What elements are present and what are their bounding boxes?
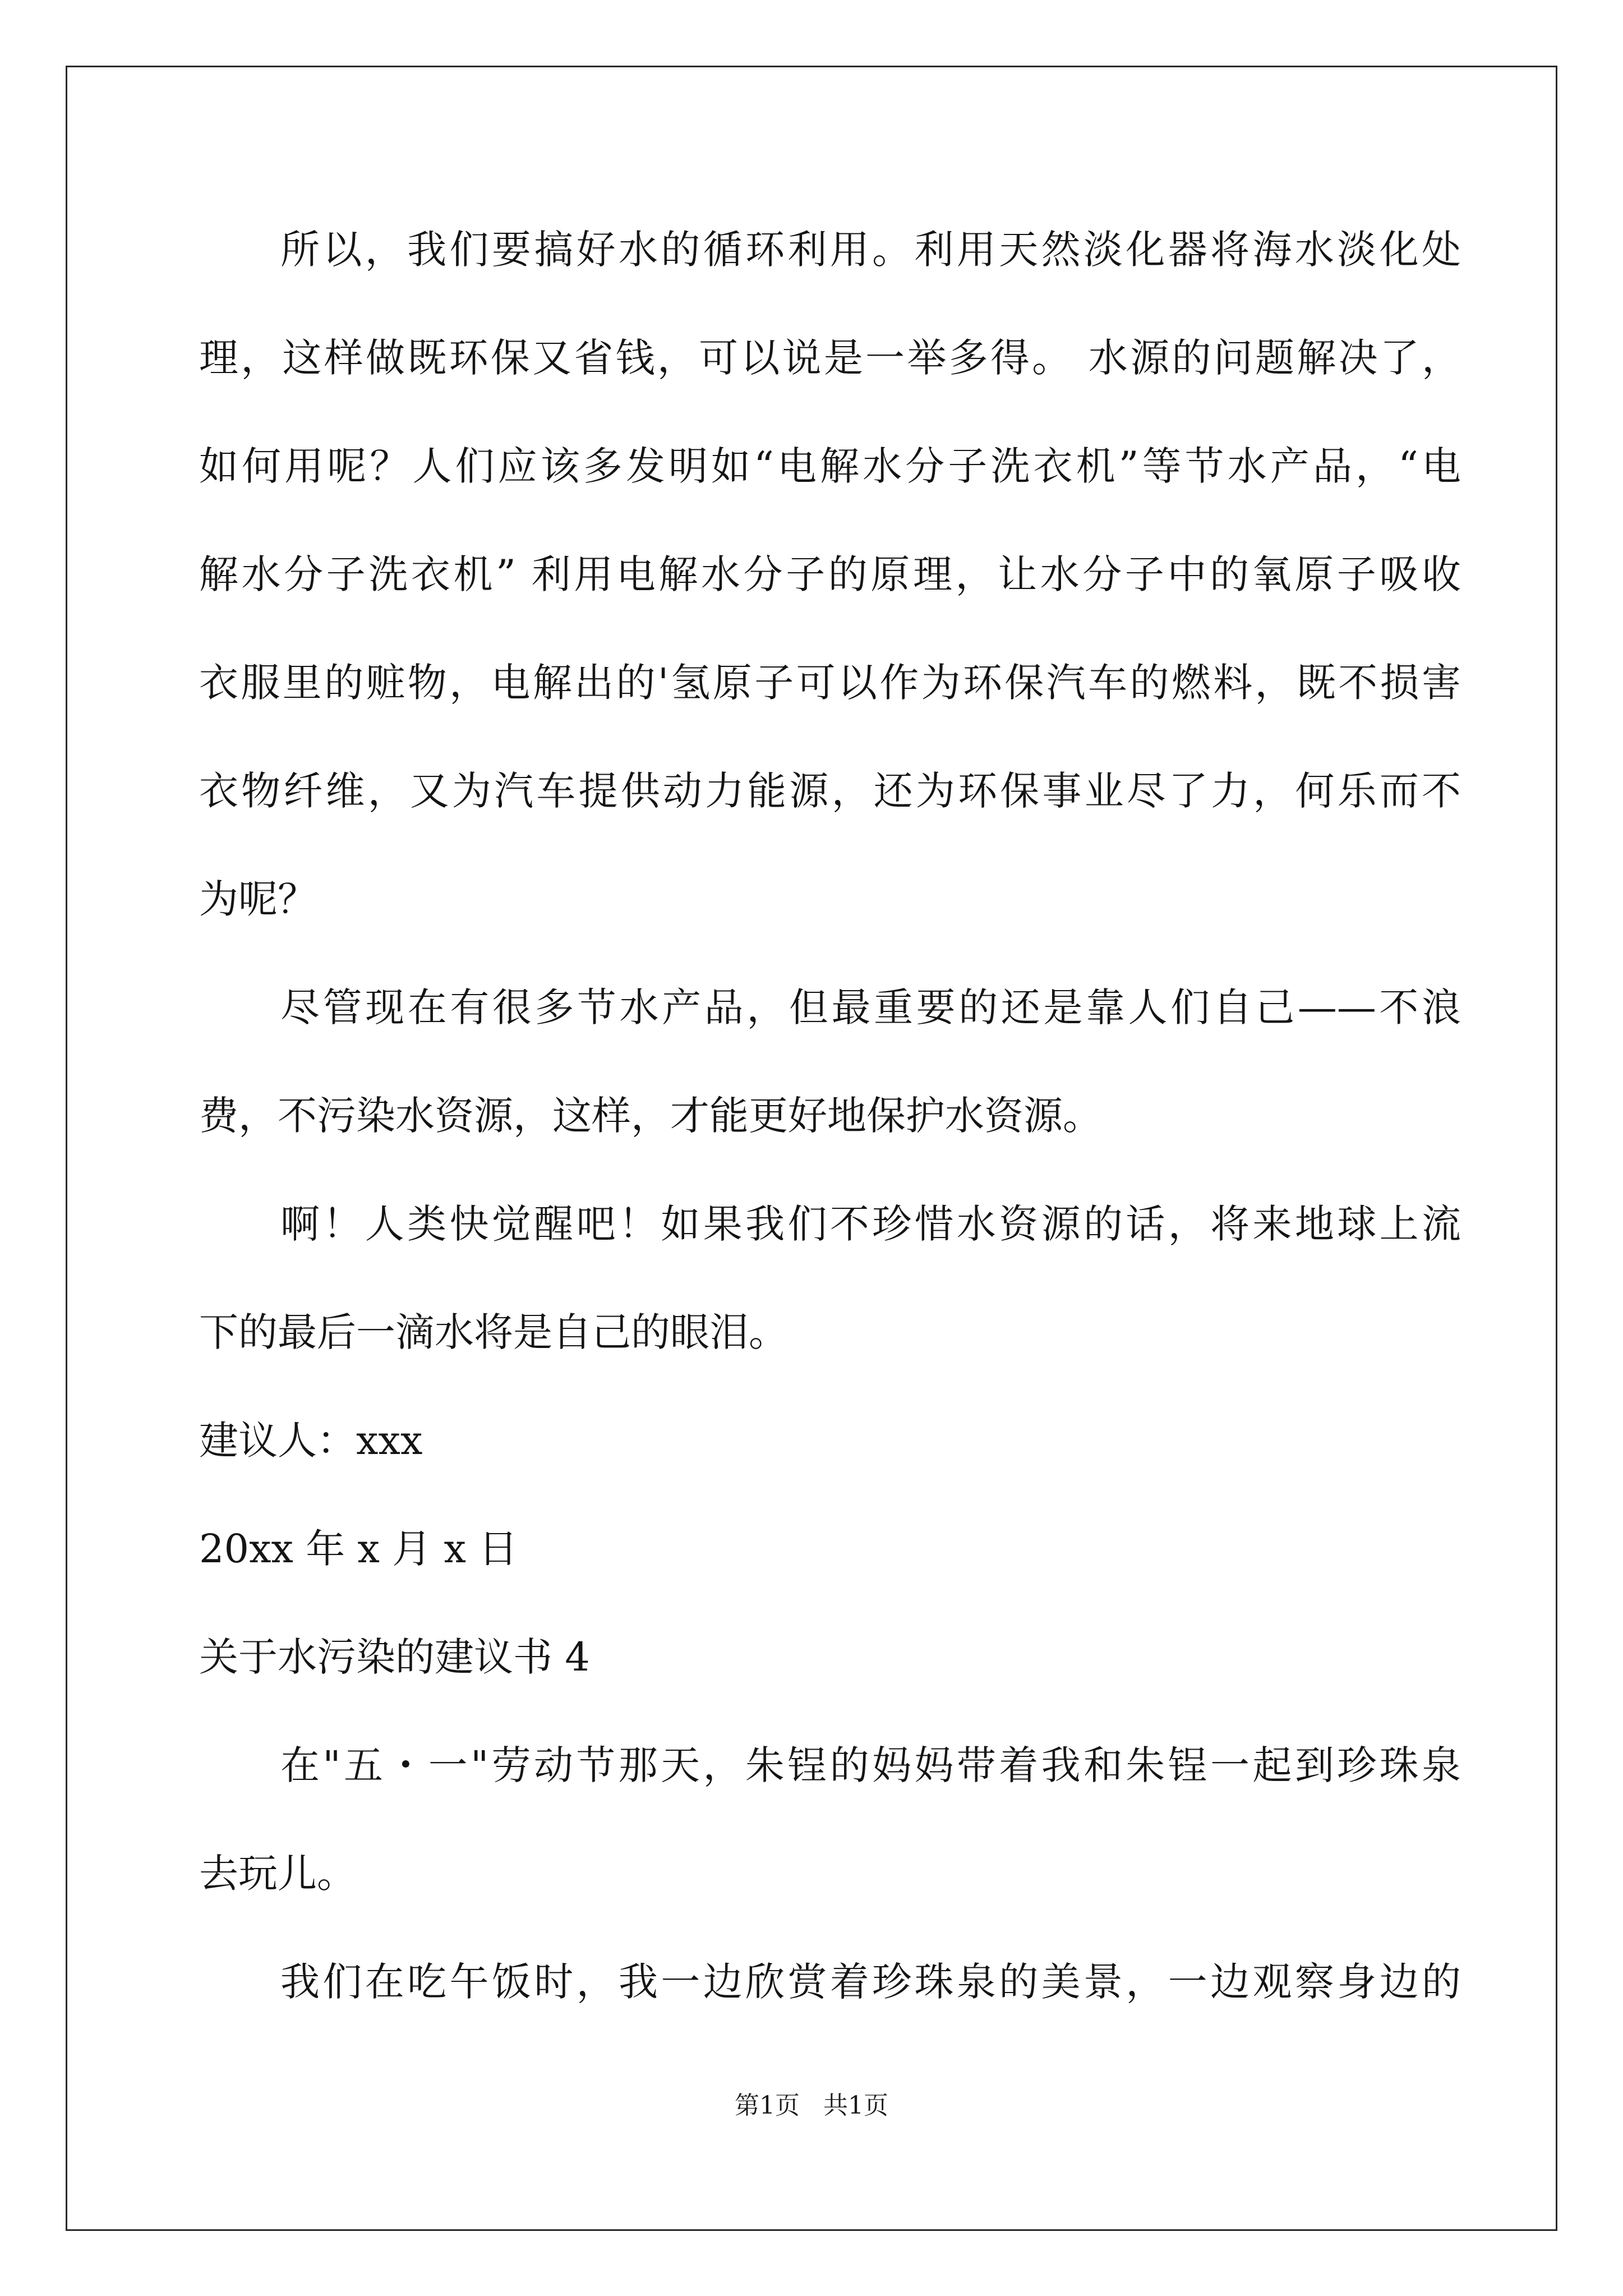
paragraph-line: 下的最后一滴水将是自己的眼泪。 [199, 1309, 788, 1355]
paragraph-line: 如何用呢？人们应该多发明如“电解水分子洗衣机”等节水产品，“电 [199, 443, 1461, 489]
page-footer: 第1页 共1页 [735, 2091, 888, 2120]
paragraph-line: 在"五・一"劳动节那天，朱锃的妈妈带着我和朱锃一起到珍珠泉 [280, 1742, 1461, 1788]
section-title: 关于水污染的建议书 4 [199, 1634, 590, 1680]
signer-line: 建议人：xxx [199, 1418, 423, 1464]
paragraph-line: 我们在吃午饭时，我一边欣赏着珍珠泉的美景，一边观察身边的 [280, 1959, 1461, 2005]
paragraph-line: 所以，我们要搞好水的循环利用。利用天然淡化器将海水淡化处 [280, 227, 1461, 273]
paragraph-line: 去玩儿。 [199, 1851, 356, 1897]
paragraph-line: 费，不污染水资源，这样，才能更好地保护水资源。 [199, 1093, 1102, 1139]
paragraph-line: 尽管现在有很多节水产品，但最重要的还是靠人们自己——不浪 [280, 984, 1461, 1030]
paragraph-line: 理，这样做既环保又省钱，可以说是一举多得。 水源的问题解决了， [199, 335, 1461, 381]
date-line: 20xx 年 x 月 x 日 [199, 1526, 518, 1572]
paragraph-line: 啊！人类快觉醒吧！如果我们不珍惜水资源的话，将来地球上流 [280, 1201, 1461, 1247]
paragraph-line: 为呢？ [199, 876, 317, 922]
page-border [66, 66, 1557, 2231]
paragraph-line: 衣物纤维，又为汽车提供动力能源，还为环保事业尽了力，何乐而不 [199, 768, 1461, 814]
paragraph-line: 衣服里的赃物，电解出的'氢原子可以作为环保汽车的燃料，既不损害 [199, 660, 1461, 706]
paragraph-line: 解水分子洗衣机” 利用电解水分子的原理，让水分子中的氧原子吸收 [199, 551, 1461, 597]
